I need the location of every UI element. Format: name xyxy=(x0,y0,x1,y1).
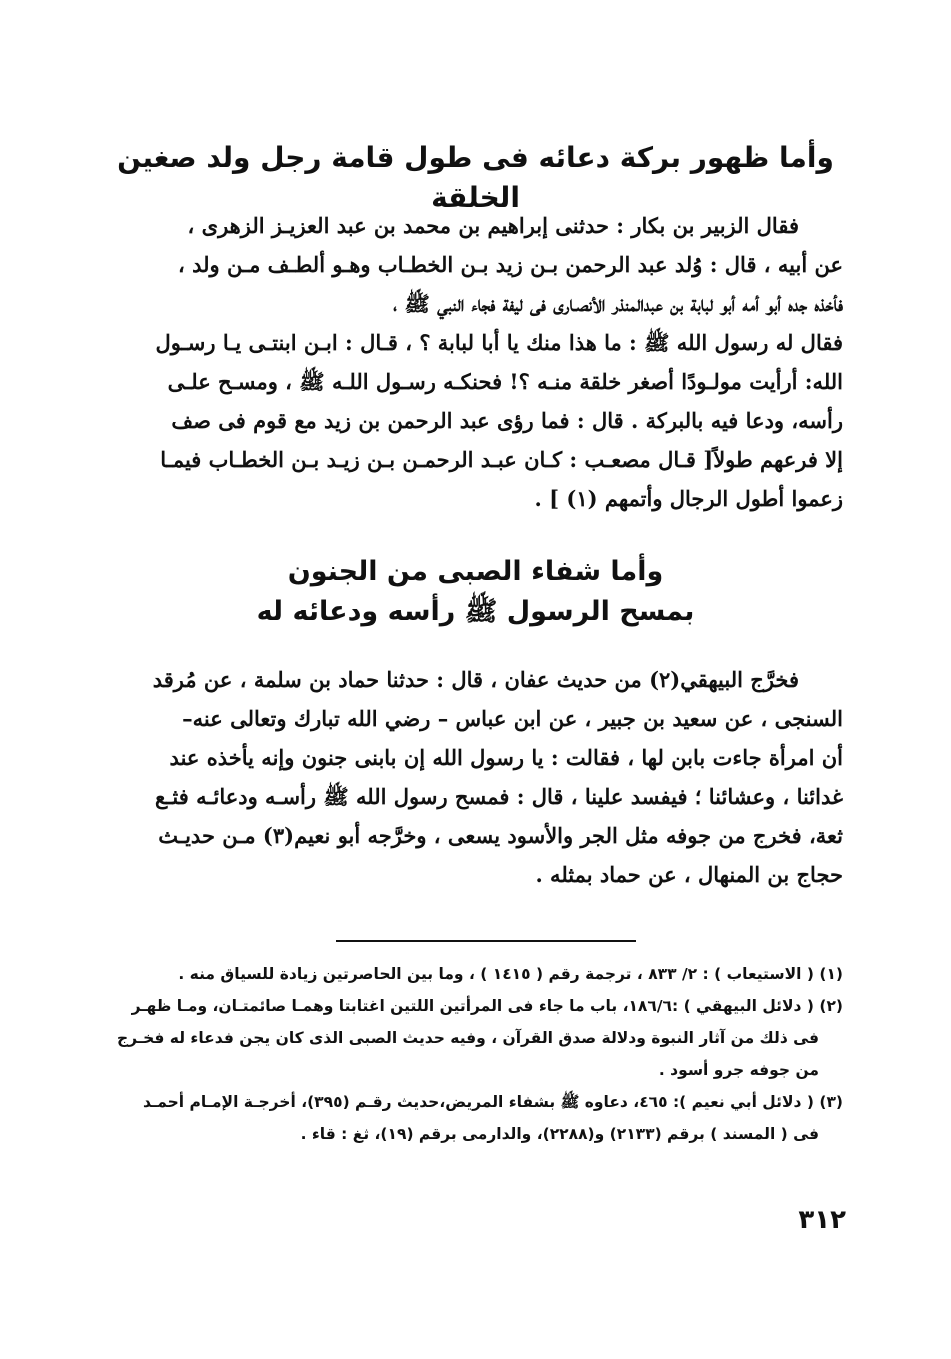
footnote-separator xyxy=(336,940,636,942)
footnote-1: (١) ( الاستيعاب ) : ٢/ ٨٣٣ ، ترجمة رقم ( ١٤١٥ ) ، وما بين الحاصرتين زيادة للسياق منه . xyxy=(178,965,843,983)
paragraph-zubair-narration xyxy=(108,206,843,518)
footnote-3: (٣) ( دلائل أبي نعيم ): ٤٦٥، دعاوه ﷺ بشفاء المريض،حديث رقـم (٣٩٥)، أخرجـة الإمـام أحمـد xyxy=(142,1093,843,1111)
text-line: فقال الزبير بن بكار : حدثنى إبراهيم بن محمد بن عبد العزيـز الزهرى ، xyxy=(187,213,799,238)
footnote-2-continued: من جوفه جرو أسود . xyxy=(658,1061,819,1079)
page-number: ٣١٢ xyxy=(798,1205,846,1235)
text-line: فقال له رسول الله ﷺ : ما هذا منك يا أبا لبابة ؟ ، قـال : ابـن ابنتـى يـا رسـول xyxy=(155,330,843,355)
text-line: فأخذه جده أبو أمه أبو لبابة بن عبدالمنذر الأنصـارى فى ليفة فجاء النبي ﷺ ، xyxy=(393,291,843,316)
text-line: حجاج بن المنهال ، عن حماد بمثله . xyxy=(535,862,843,887)
text-line: فخرَّج البيهقي(٢) من حديث عفان ، قال : حدثنا حماد بن سلمة ، عن مُرقد xyxy=(152,667,799,692)
footnote-3-continued: فى ( المسند ) برقم (٢١٣٣) و(٢٢٨٨)، والدارمى برقم (١٩)، ثغ : قاء . xyxy=(300,1125,819,1143)
text-line: ثعة، فخرج من جوفه مثل الجر والأسود يسعى ، وخرَّجه أبو نعيم(٣) مـن حديـث xyxy=(158,823,843,848)
footnote-2-continued: فى ذلك من آثار النبوة ودلالة صدق القرآن ، وفيه حديث الصبى الذى كان يجن فدعاء له فخـرج xyxy=(116,1029,819,1047)
section-heading-height-blessing: وأما ظهور بركة دعائه فى طول قامة رجل ولد صغين الخلقة xyxy=(117,141,834,214)
footnotes-block xyxy=(108,958,843,1150)
footnote-2: (٢) ( دلائل البيهقي ) :١٨٦/٦، باب ما جاء فى المرأتين اللتين اغتابتا وهمـا صائمتـان، ومـا ظهـر xyxy=(131,997,843,1015)
section-heading-healing-line-2: بمسح الرسول ﷺ رأسه ودعائه له xyxy=(256,596,695,627)
text-line: عن أبيه ، قال : وُلد عبد الرحمن بـن زيد بـن الخطـاب وهـو ألطـف مـن ولد ، xyxy=(178,252,843,277)
paragraph-bayhaqi-narration xyxy=(108,660,843,894)
text-line: السنجى ، عن سعيد بن جبير ، عن ابن عباس – رضي الله تبارك وتعالى عنه– xyxy=(182,706,843,731)
section-heading-healing-line-1: وأما شفاء الصبى من الجنون xyxy=(287,556,664,587)
text-line: غدائنا ، وعشائنا ؛ فيفسد علينا ، قال : فمسح رسول الله ﷺ رأسـه ودعائـه فثـع xyxy=(155,784,843,809)
text-line: أن امرأة جاءت بابن لها ، فقالت : يا رسول الله إن بابنى جنون وإنه يأخذه عند xyxy=(169,745,843,770)
text-line: رأسه، ودعا فيه بالبركة . قال : فما رؤى عبد الرحمن بن زيد مع قوم فى صف xyxy=(171,408,843,433)
text-line: زعموا أطول الرجال وأتمهم (١) ] . xyxy=(534,486,843,511)
text-line: الله: أرأيت مولـودًا أصغر خلقة منـه ؟! فحنكـه رسـول اللـه ﷺ ، ومسـح علـى xyxy=(167,369,843,394)
text-line: إلا فرعهم طولاً[ قـال مصعـب : كـان عبـد الرحمـن بـن زيـد بـن الخطـاب فيمـا xyxy=(160,447,843,472)
